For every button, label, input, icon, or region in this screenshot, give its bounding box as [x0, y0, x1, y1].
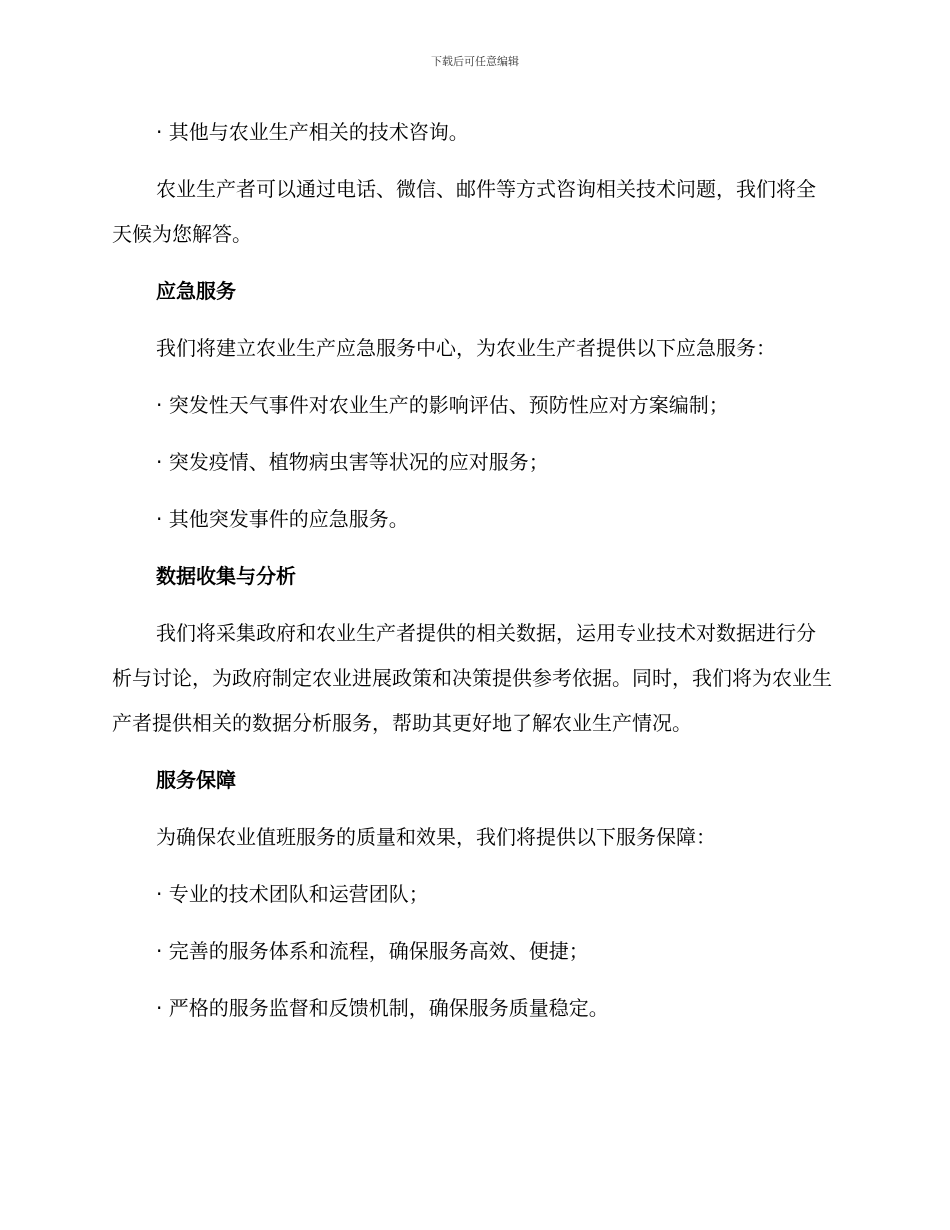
paragraph-emergency: 我们将建立农业生产应急服务中心，为农业生产者提供以下应急服务：: [156, 336, 776, 360]
page-header-note: 下载后可任意编辑: [431, 55, 519, 68]
section-heading-data: 数据收集与分析: [156, 564, 296, 588]
bullet-emergency-other: · 其他突发事件的应急服务。: [156, 507, 409, 531]
bullet-guarantee-system: · 完善的服务体系和流程，确保服务高效、便捷；: [156, 939, 589, 963]
document-body: [112, 110, 834, 1043]
bullet-consult-other: · 其他与农业生产相关的技术咨询。: [156, 120, 469, 144]
bullet-guarantee-team: · 专业的技术团队和运营团队；: [156, 882, 429, 906]
paragraph-data: 我们将采集政府和农业生产者提供的相关数据，运用专业技术对数据进行分析与讨论，为政府制定农业进展政策和决策提供参考依据。同时，我们将为农业生产者提供相关的数据分析服务，帮助其更好地了解农业生产情况。: [112, 621, 832, 735]
bullet-emergency-weather: · 突发性天气事件对农业生产的影响评估、预防性应对方案编制；: [156, 393, 729, 417]
section-heading-emergency: 应急服务: [156, 279, 236, 303]
paragraph-guarantee: 为确保农业值班服务的质量和效果，我们将提供以下服务保障：: [156, 825, 716, 849]
bullet-emergency-epidemic: · 突发疫情、植物病虫害等状况的应对服务；: [156, 450, 549, 474]
bullet-guarantee-supervision: · 严格的服务监督和反馈机制，确保服务质量稳定。: [156, 996, 609, 1020]
paragraph-consult: 农业生产者可以通过电话、微信、邮件等方式咨询相关技术问题，我们将全天候为您解答。: [112, 177, 816, 246]
section-heading-guarantee: 服务保障: [156, 768, 236, 792]
